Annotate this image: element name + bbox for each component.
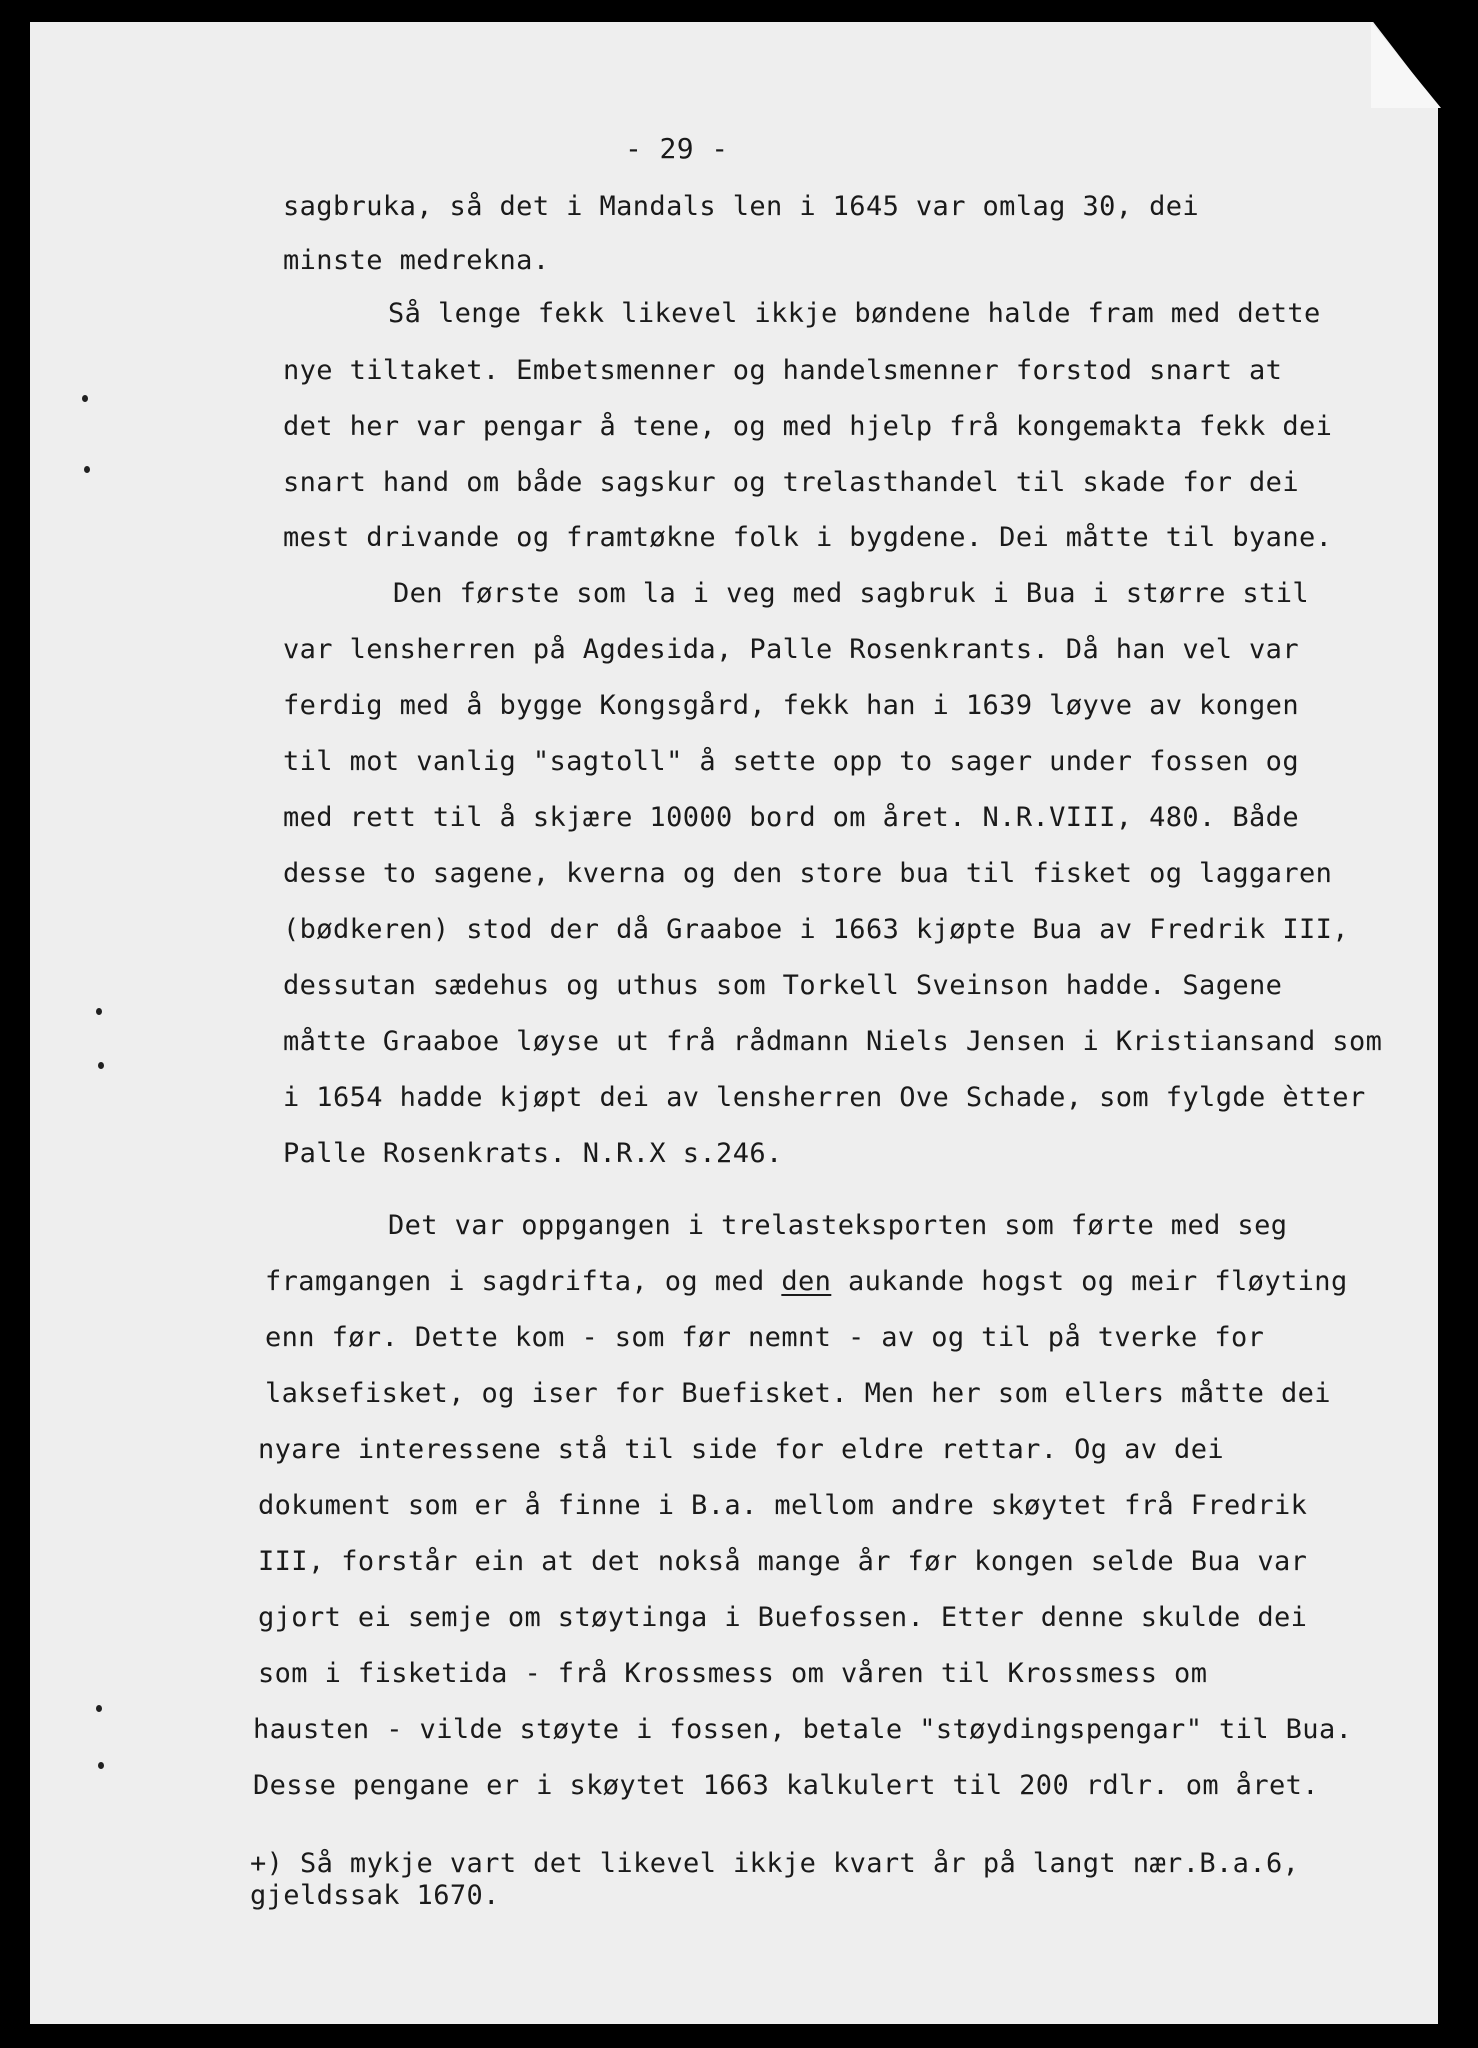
text-line: desse to sagene, kverna og den store bua til fisket og laggaren: [283, 858, 1333, 889]
text-line: gjort ei semje om støytinga i Buefossen. Etter denne skulde dei: [258, 1602, 1308, 1633]
text-line: dessutan sædehus og uthus som Torkell Sveinson hadde. Sagene: [283, 970, 1283, 1001]
margin-speck: [98, 1762, 104, 1769]
text-segment: framgangen i sagdrifta, og med: [265, 1266, 782, 1297]
underlined-word: den: [781, 1266, 832, 1297]
text-line: laksefisket, og iser for Buefisket. Men her som ellers måtte dei: [265, 1378, 1331, 1409]
text-line: Den første som la i veg med sagbruk i Bua i større stil: [393, 578, 1310, 609]
text-line: det her var pengar å tene, og med hjelp frå kongemakta fekk dei: [283, 411, 1333, 442]
text-line: enn før. Dette kom - som før nemnt - av og til på tverke for: [265, 1322, 1265, 1353]
text-line: Desse pengane er i skøytet 1663 kalkulert til 200 rdlr. om året.: [253, 1770, 1319, 1801]
text-line: minste medrekna.: [283, 245, 550, 276]
text-line: sagbruka, så det i Mandals len i 1645 var omlag 30, dei: [283, 191, 1200, 222]
text-line: som i fisketida - frå Krossmess om våren til Krossmess om: [258, 1658, 1208, 1689]
footnote-line: gjeldssak 1670.: [250, 1880, 500, 1911]
text-line: til mot vanlig "sagtoll" å sette opp to sager under fossen og: [283, 746, 1299, 777]
text-line: nye tiltaket. Embetsmenner og handelsmenner forstod snart at: [283, 355, 1283, 386]
margin-speck: [96, 1008, 102, 1015]
text-segment: aukande hogst og meir fløyting: [831, 1266, 1348, 1297]
text-line-with-underline: [265, 1268, 1348, 1295]
text-line: var lensherren på Agdesida, Palle Rosenkrants. Då han vel var: [283, 634, 1299, 665]
text-line: ferdig med å bygge Kongsgård, fekk han i 1639 løyve av kongen: [283, 690, 1299, 721]
text-line: nyare interessene stå til side for eldre rettar. Og av dei: [258, 1434, 1225, 1465]
text-line: Så lenge fekk likevel ikkje bøndene halde fram med dette: [388, 298, 1321, 329]
margin-speck: [96, 1705, 102, 1712]
text-line: med rett til å skjære 10000 bord om året. N.R.VIII, 480. Både: [283, 802, 1299, 833]
page-number: - 29 -: [625, 132, 729, 165]
text-line: (bødkeren) stod der då Graaboe i 1663 kjøpte Bua av Fredrik III,: [283, 914, 1349, 945]
folded-corner: [1371, 22, 1441, 108]
margin-speck: [98, 1062, 104, 1069]
text-line: dokument som er å finne i B.a. mellom andre skøytet frå Fredrik: [258, 1490, 1308, 1521]
text-line: Palle Rosenkrats. N.R.X s.246.: [283, 1138, 783, 1169]
text-line: måtte Graaboe løyse ut frå rådmann Niels Jensen i Kristiansand som: [283, 1026, 1383, 1057]
margin-speck: [82, 395, 88, 402]
text-line: snart hand om både sagskur og trelasthandel til skade for dei: [283, 467, 1299, 498]
footnote-line: +) Så mykje vart det likevel ikkje kvart år på langt nær.B.a.6,: [250, 1848, 1300, 1879]
text-line: hausten - vilde støyte i fossen, betale "støydingspengar" til Bua.: [253, 1714, 1353, 1745]
margin-speck: [84, 466, 90, 473]
text-line: i 1654 hadde kjøpt dei av lensherren Ove Schade, som fylgde ètter: [283, 1082, 1366, 1113]
text-line: mest drivande og framtøkne folk i bygdene. Dei måtte til byane.: [283, 522, 1333, 553]
text-line: III, forstår ein at det nokså mange år før kongen selde Bua var: [258, 1546, 1308, 1577]
text-line: Det var oppgangen i trelasteksporten som førte med seg: [388, 1210, 1288, 1241]
